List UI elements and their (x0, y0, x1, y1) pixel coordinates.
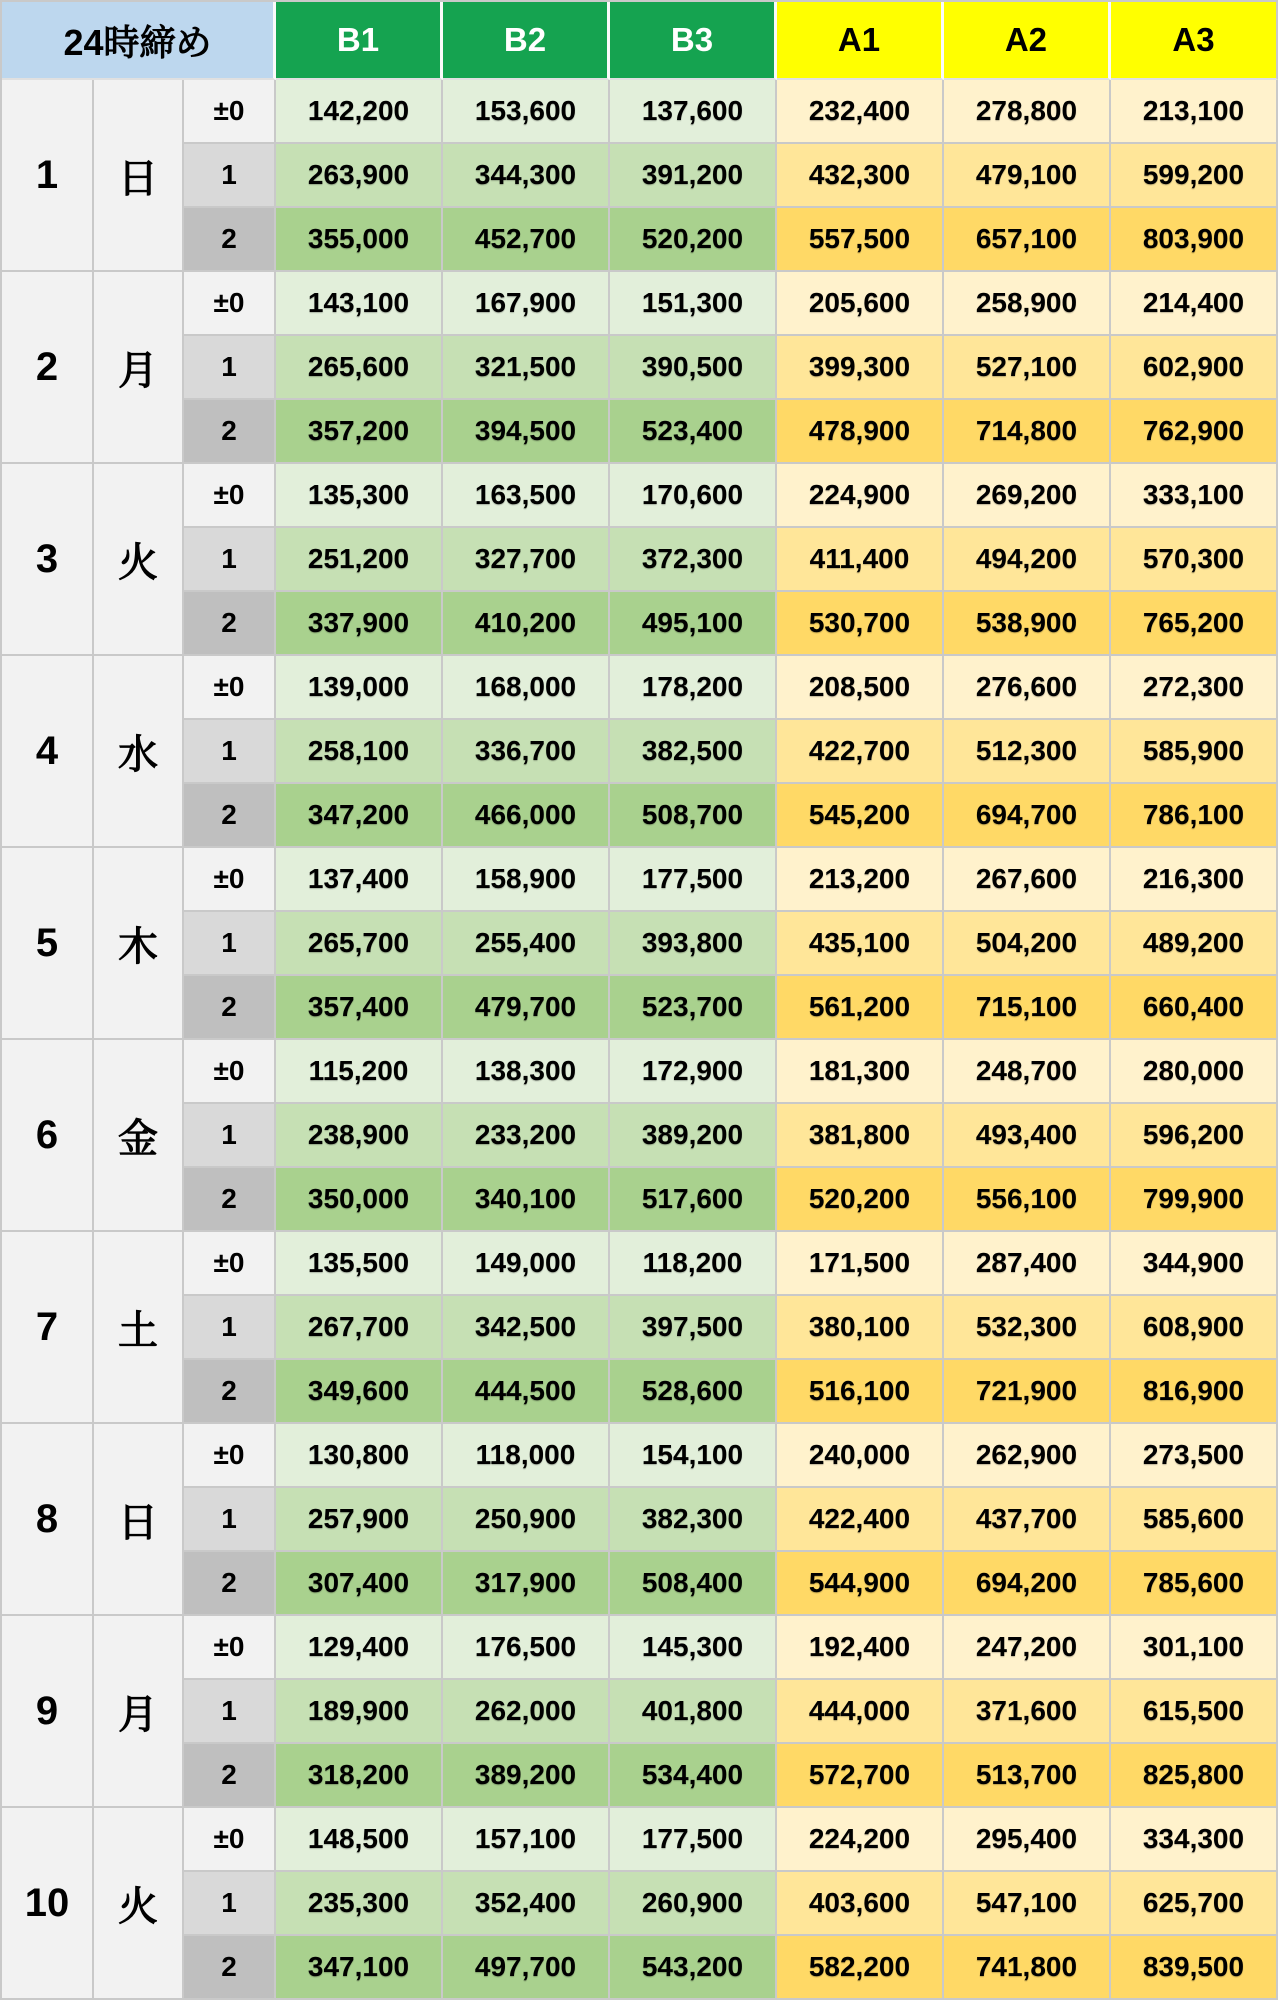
value-cell: 327,700 (443, 528, 610, 592)
sub-row-label: 2 (184, 1936, 276, 2000)
value-cell: 118,200 (610, 1232, 777, 1296)
sub-row-label: 1 (184, 1680, 276, 1744)
value-cell: 138,300 (443, 1040, 610, 1104)
day-name-cell: 月 (94, 272, 184, 464)
value-cell: 167,900 (443, 272, 610, 336)
value-cell: 493,400 (944, 1104, 1111, 1168)
table-row (2, 592, 1278, 656)
day-name-cell: 日 (94, 1424, 184, 1616)
value-cell: 371,600 (944, 1680, 1111, 1744)
value-cell: 333,100 (1111, 464, 1278, 528)
value-cell: 444,000 (777, 1680, 944, 1744)
value-cell: 168,000 (443, 656, 610, 720)
day-name-cell: 木 (94, 848, 184, 1040)
value-cell: 181,300 (777, 1040, 944, 1104)
value-cell: 269,200 (944, 464, 1111, 528)
value-cell: 497,700 (443, 1936, 610, 2000)
value-cell: 265,600 (276, 336, 443, 400)
value-cell: 233,200 (443, 1104, 610, 1168)
value-cell: 544,900 (777, 1552, 944, 1616)
table-row (2, 1488, 1278, 1552)
value-cell: 238,900 (276, 1104, 443, 1168)
value-cell: 170,600 (610, 464, 777, 528)
value-cell: 466,000 (443, 784, 610, 848)
value-cell: 355,000 (276, 208, 443, 272)
value-cell: 178,200 (610, 656, 777, 720)
value-cell: 825,800 (1111, 1744, 1278, 1808)
value-cell: 422,700 (777, 720, 944, 784)
day-name-cell: 金 (94, 1040, 184, 1232)
value-cell: 382,300 (610, 1488, 777, 1552)
value-cell: 389,200 (610, 1104, 777, 1168)
value-cell: 556,100 (944, 1168, 1111, 1232)
day-name-cell: 日 (94, 80, 184, 272)
sub-row-label: ±0 (184, 272, 276, 336)
value-cell: 547,100 (944, 1872, 1111, 1936)
value-cell: 172,900 (610, 1040, 777, 1104)
value-cell: 267,600 (944, 848, 1111, 912)
table-row (2, 912, 1278, 976)
value-cell: 224,900 (777, 464, 944, 528)
value-cell: 399,300 (777, 336, 944, 400)
value-cell: 803,900 (1111, 208, 1278, 272)
value-cell: 352,400 (443, 1872, 610, 1936)
value-cell: 422,400 (777, 1488, 944, 1552)
column-header-b1: B1 (276, 2, 443, 80)
value-cell: 151,300 (610, 272, 777, 336)
day-number-cell: 2 (2, 272, 94, 464)
sub-row-label: 1 (184, 528, 276, 592)
value-cell: 287,400 (944, 1232, 1111, 1296)
value-cell: 205,600 (777, 272, 944, 336)
value-cell: 213,100 (1111, 80, 1278, 144)
value-cell: 839,500 (1111, 1936, 1278, 2000)
table-row (2, 656, 1278, 720)
value-cell: 786,100 (1111, 784, 1278, 848)
value-cell: 390,500 (610, 336, 777, 400)
value-cell: 189,900 (276, 1680, 443, 1744)
day-number-cell: 10 (2, 1808, 94, 2000)
sub-row-label: 2 (184, 1552, 276, 1616)
value-cell: 262,000 (443, 1680, 610, 1744)
value-cell: 785,600 (1111, 1552, 1278, 1616)
value-cell: 267,700 (276, 1296, 443, 1360)
value-cell: 317,900 (443, 1552, 610, 1616)
table-row (2, 1936, 1278, 2000)
value-cell: 393,800 (610, 912, 777, 976)
table-row (2, 1552, 1278, 1616)
value-cell: 137,400 (276, 848, 443, 912)
sub-row-label: 1 (184, 144, 276, 208)
table-row (2, 1040, 1278, 1104)
value-cell: 389,200 (443, 1744, 610, 1808)
column-header-a1: A1 (777, 2, 944, 80)
column-header-b3: B3 (610, 2, 777, 80)
value-cell: 214,400 (1111, 272, 1278, 336)
table-row (2, 1872, 1278, 1936)
value-cell: 139,000 (276, 656, 443, 720)
table-row (2, 400, 1278, 464)
value-cell: 349,600 (276, 1360, 443, 1424)
value-cell: 435,100 (777, 912, 944, 976)
value-cell: 799,900 (1111, 1168, 1278, 1232)
sub-row-label: 2 (184, 400, 276, 464)
value-cell: 163,500 (443, 464, 610, 528)
value-cell: 694,700 (944, 784, 1111, 848)
value-cell: 216,300 (1111, 848, 1278, 912)
header-row (2, 2, 1278, 80)
value-cell: 276,600 (944, 656, 1111, 720)
table-row (2, 1616, 1278, 1680)
value-cell: 528,600 (610, 1360, 777, 1424)
value-cell: 248,700 (944, 1040, 1111, 1104)
value-cell: 149,000 (443, 1232, 610, 1296)
value-cell: 382,500 (610, 720, 777, 784)
sub-row-label: 2 (184, 208, 276, 272)
value-cell: 130,800 (276, 1424, 443, 1488)
value-cell: 585,900 (1111, 720, 1278, 784)
value-cell: 530,700 (777, 592, 944, 656)
value-cell: 452,700 (443, 208, 610, 272)
value-cell: 334,300 (1111, 1808, 1278, 1872)
value-cell: 721,900 (944, 1360, 1111, 1424)
sub-row-label: ±0 (184, 656, 276, 720)
value-cell: 342,500 (443, 1296, 610, 1360)
table-row (2, 1424, 1278, 1488)
sub-row-label: 2 (184, 976, 276, 1040)
value-cell: 137,600 (610, 80, 777, 144)
value-cell: 280,000 (1111, 1040, 1278, 1104)
sub-row-label: 2 (184, 592, 276, 656)
value-cell: 344,900 (1111, 1232, 1278, 1296)
table-row (2, 1360, 1278, 1424)
value-cell: 625,700 (1111, 1872, 1278, 1936)
table-row (2, 976, 1278, 1040)
table-row (2, 336, 1278, 400)
value-cell: 432,300 (777, 144, 944, 208)
value-cell: 143,100 (276, 272, 443, 336)
value-cell: 596,200 (1111, 1104, 1278, 1168)
value-cell: 816,900 (1111, 1360, 1278, 1424)
value-cell: 520,200 (777, 1168, 944, 1232)
value-cell: 158,900 (443, 848, 610, 912)
value-cell: 504,200 (944, 912, 1111, 976)
value-cell: 532,300 (944, 1296, 1111, 1360)
value-cell: 337,900 (276, 592, 443, 656)
value-cell: 272,300 (1111, 656, 1278, 720)
value-cell: 391,200 (610, 144, 777, 208)
value-cell: 660,400 (1111, 976, 1278, 1040)
value-cell: 582,200 (777, 1936, 944, 2000)
table-row (2, 848, 1278, 912)
value-cell: 561,200 (777, 976, 944, 1040)
day-number-cell: 1 (2, 80, 94, 272)
table-row (2, 1232, 1278, 1296)
sub-row-label: ±0 (184, 1040, 276, 1104)
column-header-b2: B2 (443, 2, 610, 80)
value-cell: 347,200 (276, 784, 443, 848)
sub-row-label: 1 (184, 720, 276, 784)
value-cell: 489,200 (1111, 912, 1278, 976)
value-cell: 301,100 (1111, 1616, 1278, 1680)
value-cell: 154,100 (610, 1424, 777, 1488)
value-cell: 494,200 (944, 528, 1111, 592)
day-number-cell: 3 (2, 464, 94, 656)
table-title: 24時締め (2, 2, 276, 80)
table-row (2, 1808, 1278, 1872)
value-cell: 495,100 (610, 592, 777, 656)
table-row (2, 1296, 1278, 1360)
value-cell: 321,500 (443, 336, 610, 400)
value-cell: 157,100 (443, 1808, 610, 1872)
value-cell: 257,900 (276, 1488, 443, 1552)
value-cell: 516,100 (777, 1360, 944, 1424)
value-cell: 444,500 (443, 1360, 610, 1424)
value-cell: 213,200 (777, 848, 944, 912)
value-cell: 557,500 (777, 208, 944, 272)
value-cell: 208,500 (777, 656, 944, 720)
table-row (2, 528, 1278, 592)
value-cell: 715,100 (944, 976, 1111, 1040)
day-number-cell: 9 (2, 1616, 94, 1808)
sub-row-label: ±0 (184, 848, 276, 912)
value-cell: 258,900 (944, 272, 1111, 336)
value-cell: 224,200 (777, 1808, 944, 1872)
sub-row-label: 2 (184, 1360, 276, 1424)
value-cell: 148,500 (276, 1808, 443, 1872)
value-cell: 192,400 (777, 1616, 944, 1680)
value-cell: 570,300 (1111, 528, 1278, 592)
value-cell: 273,500 (1111, 1424, 1278, 1488)
value-cell: 250,900 (443, 1488, 610, 1552)
table-row (2, 1104, 1278, 1168)
sub-row-label: 1 (184, 912, 276, 976)
day-number-cell: 6 (2, 1040, 94, 1232)
table-row (2, 1168, 1278, 1232)
value-cell: 762,900 (1111, 400, 1278, 464)
table-row (2, 1680, 1278, 1744)
value-cell: 357,200 (276, 400, 443, 464)
value-cell: 232,400 (777, 80, 944, 144)
value-cell: 572,700 (777, 1744, 944, 1808)
value-cell: 437,700 (944, 1488, 1111, 1552)
value-cell: 372,300 (610, 528, 777, 592)
sub-row-label: 1 (184, 1104, 276, 1168)
table-row (2, 80, 1278, 144)
value-cell: 545,200 (777, 784, 944, 848)
value-cell: 177,500 (610, 1808, 777, 1872)
sub-row-label: ±0 (184, 1616, 276, 1680)
value-cell: 765,200 (1111, 592, 1278, 656)
value-cell: 523,700 (610, 976, 777, 1040)
value-cell: 129,400 (276, 1616, 443, 1680)
value-cell: 380,100 (777, 1296, 944, 1360)
day-number-cell: 5 (2, 848, 94, 1040)
sub-row-label: 1 (184, 1296, 276, 1360)
value-cell: 318,200 (276, 1744, 443, 1808)
sub-row-label: 1 (184, 336, 276, 400)
value-cell: 602,900 (1111, 336, 1278, 400)
sub-row-label: 1 (184, 1488, 276, 1552)
day-number-cell: 8 (2, 1424, 94, 1616)
sub-row-label: 2 (184, 784, 276, 848)
value-cell: 513,700 (944, 1744, 1111, 1808)
value-cell: 265,700 (276, 912, 443, 976)
value-cell: 403,600 (777, 1872, 944, 1936)
value-cell: 657,100 (944, 208, 1111, 272)
value-cell: 608,900 (1111, 1296, 1278, 1360)
value-cell: 350,000 (276, 1168, 443, 1232)
value-cell: 145,300 (610, 1616, 777, 1680)
value-cell: 479,100 (944, 144, 1111, 208)
value-cell: 523,400 (610, 400, 777, 464)
value-cell: 295,400 (944, 1808, 1111, 1872)
table-row (2, 144, 1278, 208)
value-cell: 394,500 (443, 400, 610, 464)
value-cell: 135,300 (276, 464, 443, 528)
value-cell: 508,700 (610, 784, 777, 848)
value-cell: 142,200 (276, 80, 443, 144)
sub-row-label: ±0 (184, 1808, 276, 1872)
value-cell: 520,200 (610, 208, 777, 272)
value-cell: 135,500 (276, 1232, 443, 1296)
value-cell: 741,800 (944, 1936, 1111, 2000)
value-cell: 115,200 (276, 1040, 443, 1104)
sub-row-label: ±0 (184, 1232, 276, 1296)
value-cell: 251,200 (276, 528, 443, 592)
day-name-cell: 火 (94, 464, 184, 656)
value-cell: 344,300 (443, 144, 610, 208)
value-cell: 714,800 (944, 400, 1111, 464)
value-cell: 176,500 (443, 1616, 610, 1680)
value-cell: 401,800 (610, 1680, 777, 1744)
value-cell: 538,900 (944, 592, 1111, 656)
value-cell: 357,400 (276, 976, 443, 1040)
value-cell: 240,000 (777, 1424, 944, 1488)
value-cell: 478,900 (777, 400, 944, 464)
value-cell: 694,200 (944, 1552, 1111, 1616)
day-name-cell: 月 (94, 1616, 184, 1808)
value-cell: 260,900 (610, 1872, 777, 1936)
value-cell: 235,300 (276, 1872, 443, 1936)
day-name-cell: 火 (94, 1808, 184, 2000)
value-cell: 153,600 (443, 80, 610, 144)
sub-row-label: ±0 (184, 464, 276, 528)
table-row (2, 720, 1278, 784)
value-cell: 171,500 (777, 1232, 944, 1296)
value-cell: 543,200 (610, 1936, 777, 2000)
table-row (2, 784, 1278, 848)
value-cell: 411,400 (777, 528, 944, 592)
table-row (2, 208, 1278, 272)
value-cell: 278,800 (944, 80, 1111, 144)
value-cell: 615,500 (1111, 1680, 1278, 1744)
column-header-a2: A2 (944, 2, 1111, 80)
value-cell: 508,400 (610, 1552, 777, 1616)
value-cell: 527,100 (944, 336, 1111, 400)
value-cell: 247,200 (944, 1616, 1111, 1680)
value-cell: 381,800 (777, 1104, 944, 1168)
day-number-cell: 7 (2, 1232, 94, 1424)
value-cell: 599,200 (1111, 144, 1278, 208)
value-cell: 585,600 (1111, 1488, 1278, 1552)
value-cell: 517,600 (610, 1168, 777, 1232)
value-cell: 118,000 (443, 1424, 610, 1488)
table-row (2, 1744, 1278, 1808)
value-cell: 397,500 (610, 1296, 777, 1360)
sub-row-label: ±0 (184, 1424, 276, 1488)
value-cell: 410,200 (443, 592, 610, 656)
sub-row-label: 2 (184, 1744, 276, 1808)
value-cell: 347,100 (276, 1936, 443, 2000)
value-cell: 479,700 (443, 976, 610, 1040)
value-cell: 512,300 (944, 720, 1111, 784)
day-name-cell: 土 (94, 1232, 184, 1424)
value-cell: 340,100 (443, 1168, 610, 1232)
sub-row-label: ±0 (184, 80, 276, 144)
column-header-a3: A3 (1111, 2, 1278, 80)
sub-row-label: 1 (184, 1872, 276, 1936)
value-cell: 258,100 (276, 720, 443, 784)
table-row (2, 272, 1278, 336)
value-cell: 262,900 (944, 1424, 1111, 1488)
sub-row-label: 2 (184, 1168, 276, 1232)
value-cell: 534,400 (610, 1744, 777, 1808)
value-cell: 336,700 (443, 720, 610, 784)
value-cell: 307,400 (276, 1552, 443, 1616)
day-name-cell: 水 (94, 656, 184, 848)
value-cell: 177,500 (610, 848, 777, 912)
day-number-cell: 4 (2, 656, 94, 848)
table-row (2, 464, 1278, 528)
value-cell: 263,900 (276, 144, 443, 208)
value-cell: 255,400 (443, 912, 610, 976)
